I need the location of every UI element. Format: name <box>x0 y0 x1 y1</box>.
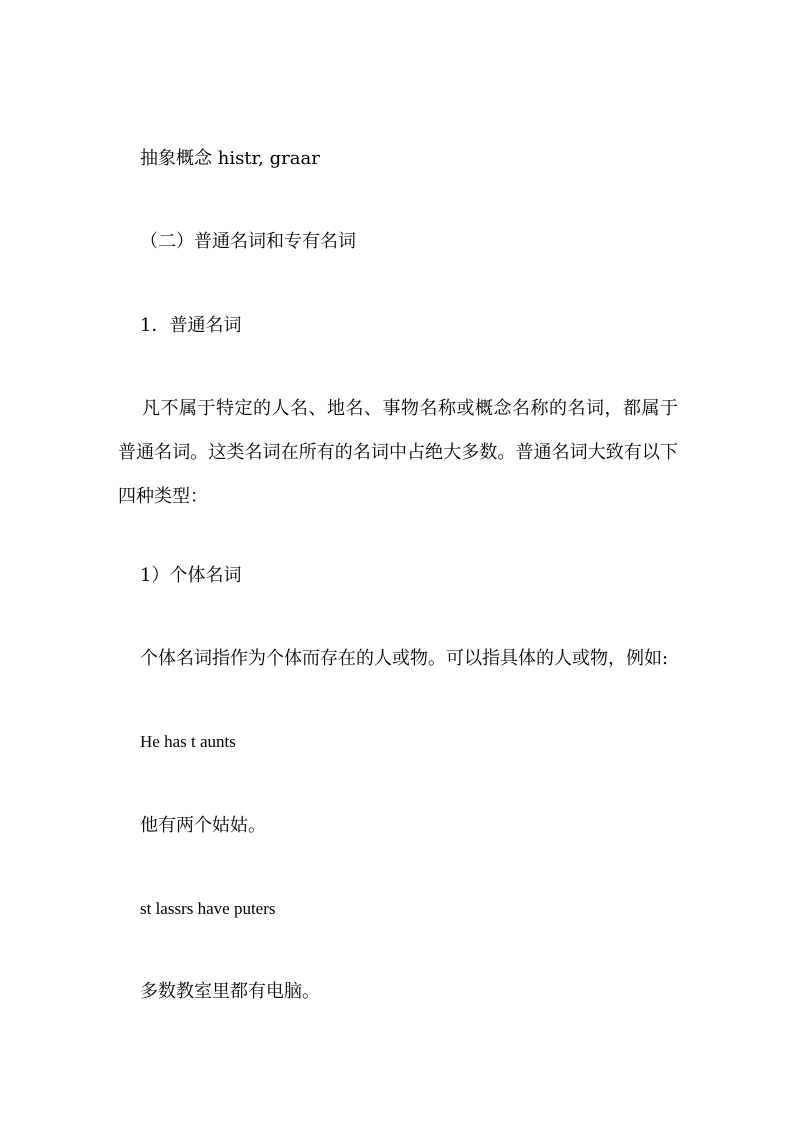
example-sentence-chinese-2: 多数教室里都有电脑。 <box>140 981 320 1002</box>
subheading-individual-nouns: 1）个体名词 <box>140 565 242 586</box>
example-sentence-english-2: st lassrs have puters <box>140 899 276 918</box>
abstract-concept-line: 抽象概念 histr, graar <box>140 148 320 169</box>
individual-noun-description: 个体名词指作为个体而存在的人或物。可以指具体的人或物，例如: <box>140 648 669 669</box>
example-sentence-english-1: He has t aunts <box>140 732 236 751</box>
example-sentence-chinese-1: 他有两个姑姑。 <box>140 815 266 836</box>
subheading-common-nouns: 1．普通名词 <box>140 315 242 336</box>
common-noun-paragraph: 凡不属于特定的人名、地名、事物名称或概念名称的名词，都属于普通名词。这类名词在所有的名词中占绝大多数。普通名词大致有以下四种类型： <box>118 398 678 507</box>
section-heading-common-proper-nouns: （二）普通名词和专有名词 <box>140 231 356 252</box>
